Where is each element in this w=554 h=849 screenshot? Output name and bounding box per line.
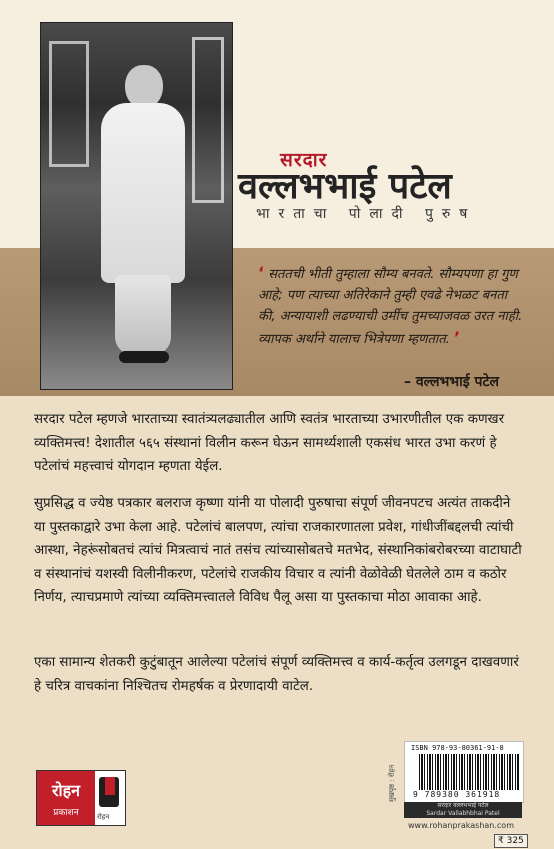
patel-photo bbox=[40, 22, 233, 390]
publisher-sub: प्रकाशन bbox=[53, 808, 79, 818]
description-paragraph-1: सरदार पटेल म्हणजे भारताच्या स्वातंत्र्यलढ्यातील आणि स्वतंत्र भारताच्या उभारणीतील एक कणखर व्यक्तिमत्त्व! देशातील ५६५ संस्थानां विलीन करून घेऊन सामर्थ्यशाली एकसंध भारत उभा करणं हे पटेलांचं महत्त्वाचं योगदान म्हणता येईल. bbox=[34, 412, 505, 474]
description-paragraph-2: सुप्रसिद्ध व ज्येष्ठ पत्रकार बलराज कृष्णा यांनी या पोलादी पुरुषाचा संपूर्ण जीवनपटच अत्यंत ताकदीने या पुस्तकाद्वारे उभा केला आहे. पटेलांचं बालपण, त्यांचा राजकारणातला प्रवेश, गांधीजींबद्दलची त्यांची आस्था, नेहरूंसोबतचं त्यांचं मित्रत्वाचं नातं तसंच त्यांच्यासोबतचे मतभेद, संस्थानिकांबरोबरच्या वाटाघाटी व संस्थानांचं यशस्वी विलीनीकरण, पटेलांचे राजकीय विचार व त्यांनी वेळोवेळी घेतलेले ठाम व कठोर निर्णय, त्याचप्रमाणे त्यांच्या व्यक्तिमत्त्वातले विविध पैलू असा या पुस्तकाचा मोठा आवाका आहे. bbox=[34, 496, 522, 605]
quote-author: – वल्लभभाई पटेल bbox=[404, 374, 500, 390]
barcode bbox=[404, 741, 524, 803]
quote-text bbox=[258, 262, 526, 350]
publisher-mark bbox=[95, 771, 125, 825]
barcode-digits: 9 789380 361918 bbox=[413, 790, 501, 799]
quote-body: सततची भीती तुम्हाला सौम्य बनवते. सौम्यपणा हा गुण आहे; पण त्याच्या अतिरेकाने तुम्ही एवढे नेभळट बनता की, अन्यायाशी लढण्याची उर्मीच तुमच्याजवळ उरत नाही. व्यापक अर्थाने यालाच भित्रेपणा म्हणतात. bbox=[258, 267, 523, 347]
publisher-name: रोहन bbox=[51, 781, 81, 800]
book-subtitle: भारताचा पोलादी पुरुष bbox=[256, 206, 477, 222]
series-line-1: सरदार वल्लभभाई पटेल bbox=[437, 802, 489, 809]
series-label bbox=[404, 802, 522, 818]
price-tag: ₹ 325 bbox=[494, 834, 528, 848]
standing-figure bbox=[99, 65, 187, 365]
title-prefix: सरदार bbox=[280, 149, 328, 171]
isbn-text: ISBN 978-93-80361-91-8 bbox=[411, 744, 504, 752]
cover-credit: मुखपृष्ठ : रोहन bbox=[388, 764, 396, 802]
quote-open-mark: ‘ bbox=[258, 263, 265, 282]
window-left bbox=[49, 41, 89, 167]
publisher-mark-text: रोहन bbox=[97, 813, 110, 821]
description-paragraph-3: एका सामान्य शेतकरी कुटुंबातून आलेल्या पटेलांचं संपूर्ण व्यक्तिमत्त्व व कार्य-कर्तृत्व उलगडून दाखवणारं हे चरित्र वाचकांना निश्चितच रोमहर्षक व प्रेरणादायी वाटेल. bbox=[34, 655, 519, 694]
series-line-2: Sardar Vallabhbhai Patel bbox=[426, 810, 500, 817]
book-title: वल्लभभाई पटेल bbox=[238, 166, 452, 207]
publisher-logo bbox=[36, 770, 126, 826]
publisher-website: www.rohanprakashan.com bbox=[408, 821, 514, 830]
barcode-bars bbox=[419, 754, 519, 790]
window-right bbox=[192, 37, 224, 203]
quote-close-mark: ’ bbox=[453, 328, 461, 347]
